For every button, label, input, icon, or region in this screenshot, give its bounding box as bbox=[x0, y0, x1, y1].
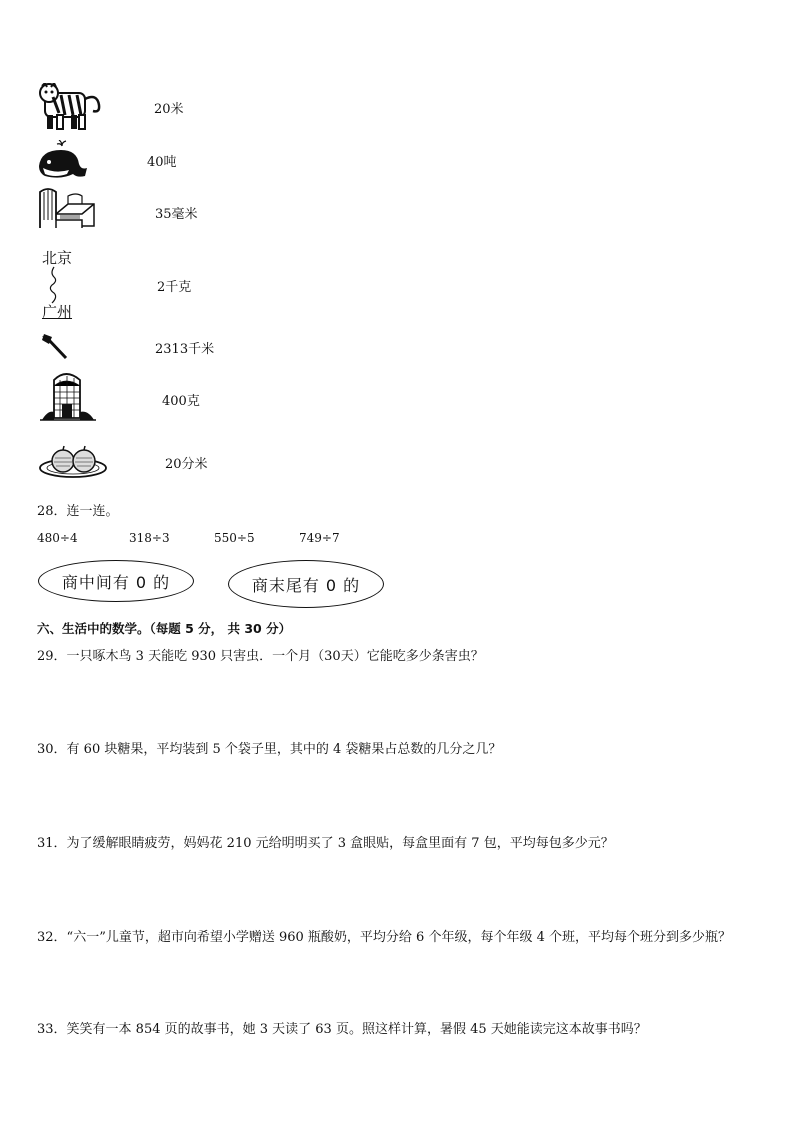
whale-icon bbox=[37, 140, 87, 180]
expression-2: 318÷3 bbox=[129, 531, 170, 545]
bed-icon bbox=[38, 186, 96, 230]
tiger-value: 20米 bbox=[154, 102, 184, 117]
building-icon bbox=[40, 370, 96, 422]
nail-icon bbox=[40, 334, 70, 360]
map-value: 2千克 bbox=[157, 280, 192, 295]
question-31: 31．为了缓解眼睛疲劳，妈妈花 210 元给明明买了 3 盒眼贴，每盒里面有 7 包，平均每包多少元？ bbox=[37, 836, 614, 851]
question-33: 33．笑笑有一本 854 页的故事书，她 3 天读了 63 页。照这样计算，暑假 45 天她能读完这本故事书吗？ bbox=[37, 1022, 647, 1037]
guangzhou-label: 广州 bbox=[42, 303, 73, 321]
nail-value: 2313千米 bbox=[155, 342, 215, 357]
beijing-guangzhou-map-icon bbox=[40, 245, 90, 323]
category-ellipse-end-zero[interactable] bbox=[228, 560, 384, 608]
whale-value: 40吨 bbox=[147, 155, 177, 170]
question-32: 32．“六一”儿童节，超市向希望小学赠送 960 瓶酸奶，平均分给 6 个年级，每个年级 4 个班，平均每个班分到多少瓶？ bbox=[37, 930, 731, 945]
apples-value: 20分米 bbox=[165, 457, 208, 472]
category-label-end-zero: 商末尾有 0 的 bbox=[251, 575, 361, 595]
bed-value: 35毫米 bbox=[155, 207, 198, 222]
expression-4: 749÷7 bbox=[299, 531, 340, 545]
apples-plate-icon bbox=[38, 444, 108, 478]
beijing-label: 北京 bbox=[42, 249, 73, 267]
category-label-middle-zero: 商中间有 0 的 bbox=[61, 572, 171, 592]
expression-3: 550÷5 bbox=[214, 531, 255, 545]
category-ellipse-middle-zero[interactable] bbox=[38, 560, 194, 602]
section-6-heading: 六、生活中的数学。（每题 5 分， 共 30 分） bbox=[37, 621, 292, 636]
question-30: 30．有 60 块糖果，平均装到 5 个袋子里，其中的 4 袋糖果占总数的几分之几？ bbox=[37, 742, 502, 757]
question-28-title: 28．连一连。 bbox=[37, 504, 119, 519]
tiger-icon bbox=[37, 83, 103, 133]
building-value: 400克 bbox=[162, 394, 200, 409]
expression-1: 480÷4 bbox=[37, 531, 78, 545]
question-29: 29．一只啄木鸟 3 天能吃 930 只害虫．一个月（30天）它能吃多少条害虫？ bbox=[37, 649, 484, 664]
